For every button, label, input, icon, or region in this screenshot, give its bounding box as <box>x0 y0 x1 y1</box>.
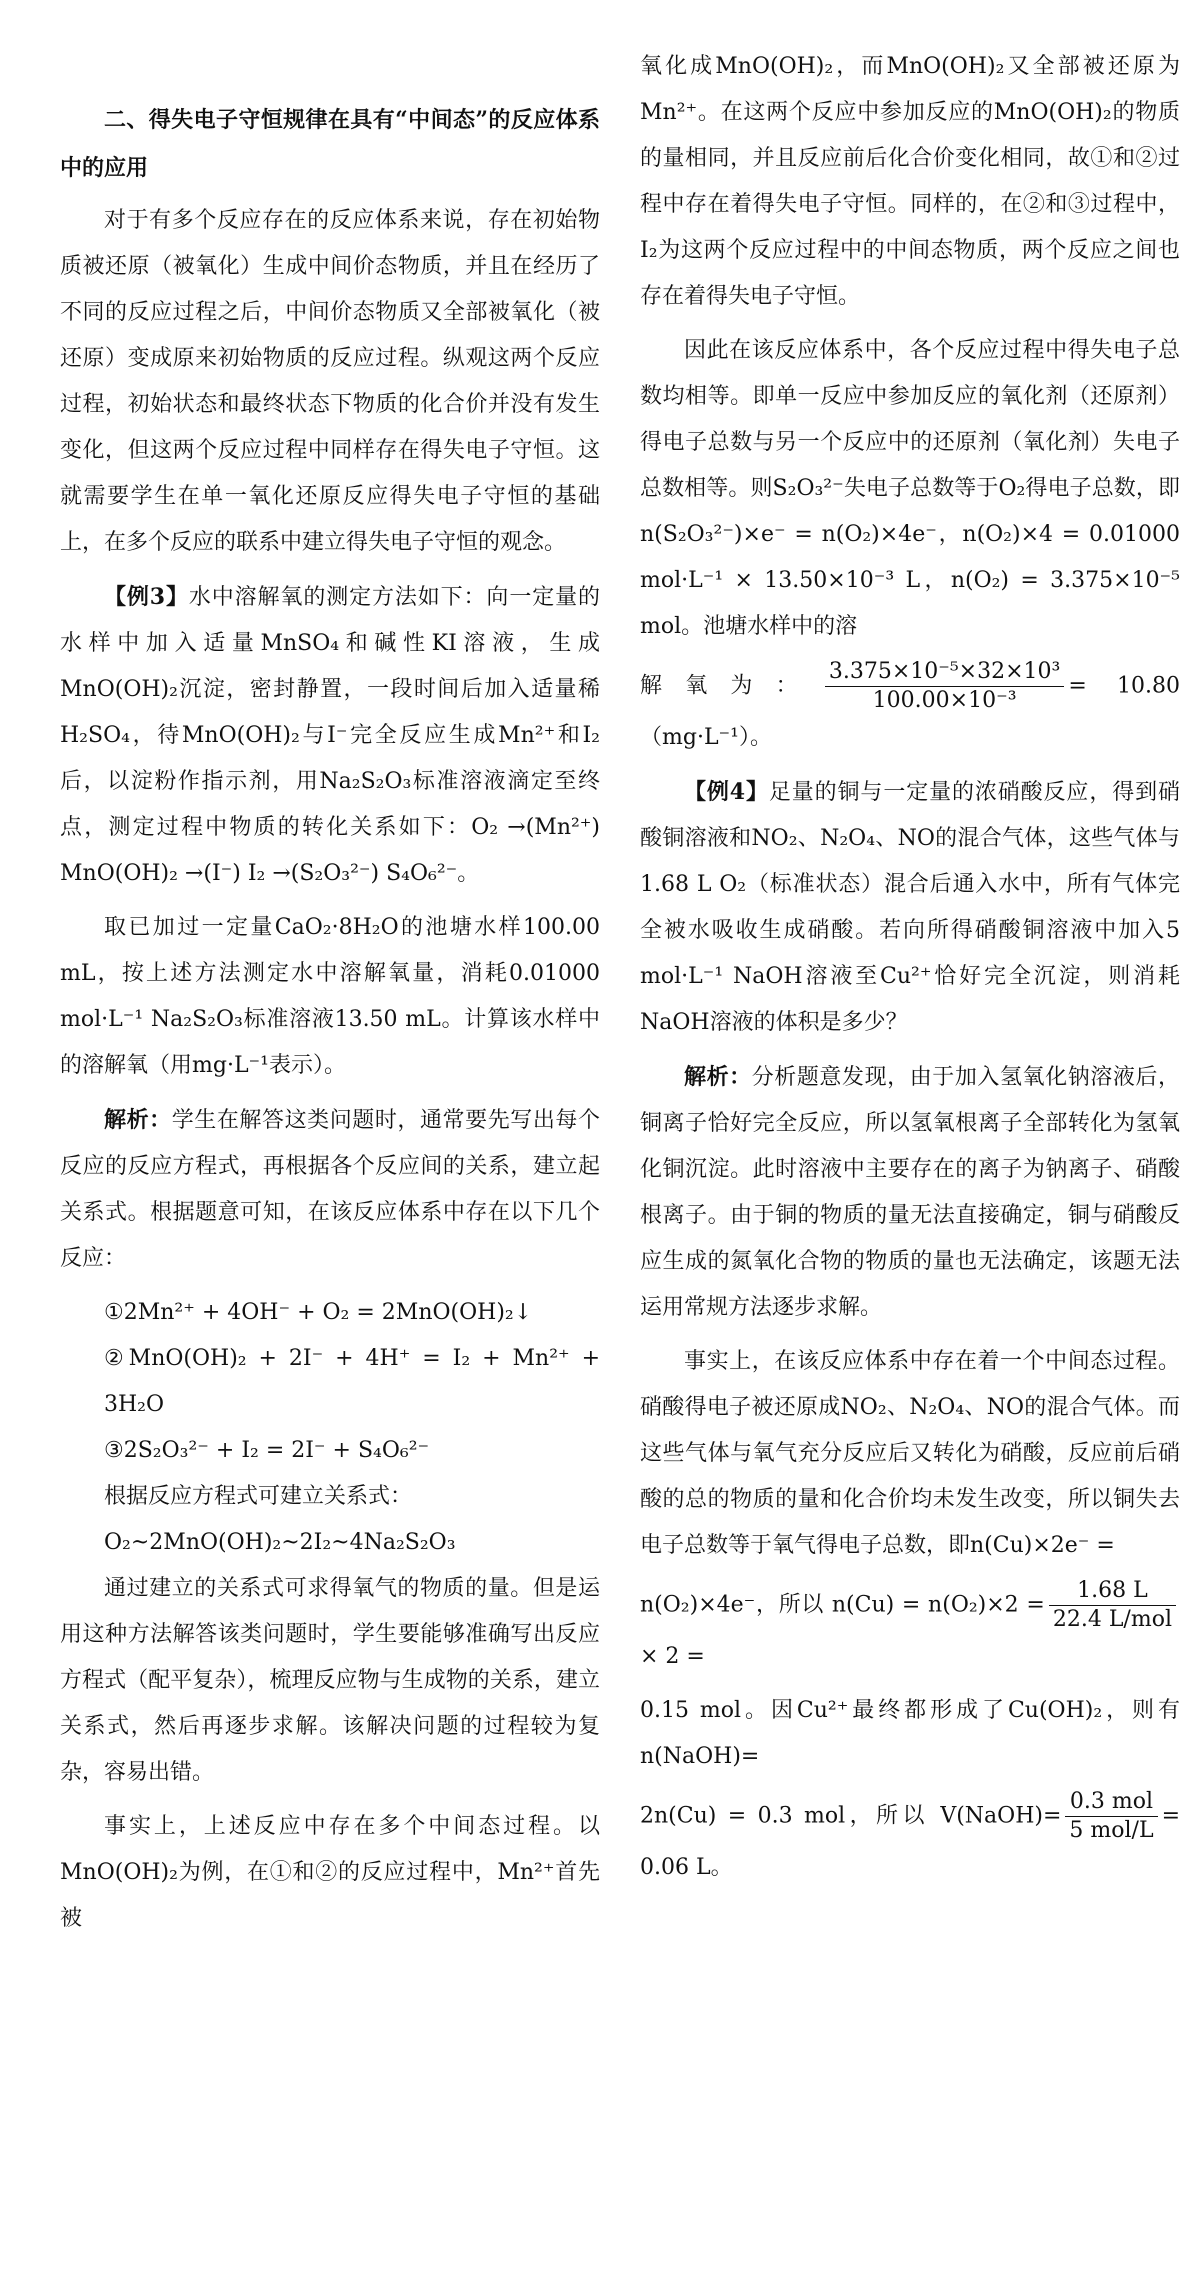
do-fraction <box>825 658 1065 715</box>
volume-line <box>640 1788 1180 1891</box>
analysis-4-text: 分析题意发现，由于加入氢氧化钠溶液后，铜离子恰好完全反应，所以氢氧根离子全部转化为氢氧化铜沉淀。此时溶液中主要存在的离子为钠离子、硝酸根离子。由于铜的物质的量无法直接确定，铜与硝酸反应生成的氮氧化合物的物质的量也无法确定，该题无法运用常规方法逐步求解。 <box>640 1065 1180 1320</box>
v-prefix: 2n(Cu) = 0.3 mol，所以 V(NaOH)= <box>640 1803 1062 1829</box>
cu-prefix: n(O₂)×4e⁻，所以 n(Cu) = n(O₂)×2 = <box>640 1592 1045 1618</box>
v-denominator: 5 mol/L <box>1069 1818 1154 1843</box>
cu-suffix: × 2 = <box>640 1644 705 1669</box>
do-result: = 10.80（mg·L⁻¹）。 <box>640 673 1180 750</box>
v-result: = 0.06 L。 <box>640 1803 1180 1880</box>
dissolved-oxygen-line <box>640 658 1180 761</box>
analysis-3-label: 解析： <box>104 1107 172 1133</box>
example-3-text: 水中溶解氧的测定方法如下：向一定量的水样中加入适量MnSO₄和碱性KI溶液，生成MnO(OH)₂沉淀，密封静置，一段时间后加入适量稀H₂SO₄，待MnO(OH)₂与I⁻完全反应生成Mn²⁺和I₂后，以淀粉作指示剂，用Na₂S₂O₃标准溶液滴定至终点，测定过程中物质的转化关系如下：O₂ →(Mn²⁺) MnO(OH)₂ →(I⁻) I₂ →(S₂O₃²⁻) S₄O₆²⁻。 <box>60 585 600 886</box>
paragraph-intro: 对于有多个反应存在的反应体系来说，存在初始物质被还原（被氧化）生成中间价态物质，并且在经历了不同的反应过程之后，中间价态物质又全部被氧化（被还原）变成原来初始物质的反应过程。纵观这两个反应过程，初始状态和最终状态下物质的化合价并没有发生变化，但这两个反应过程中同样存在得失电子守恒。这就需要学生在单一氧化还原反应得失电子守恒的基础上，在多个反应的联系中建立得失电子守恒的观念。 <box>60 208 600 555</box>
example-4-label: 【例4】 <box>684 779 769 805</box>
right-column <box>640 44 1180 1899</box>
section-heading: 二、得失电子守恒规律在具有“中间态”的反应体系中的应用 <box>60 107 600 181</box>
do-prefix: 解氧为： <box>640 673 821 699</box>
equations <box>104 1290 600 1566</box>
paragraph-method: 通过建立的关系式可求得氧气的物质的量。但是运用这种方法解答该类问题时，学生要能够准确写出反应方程式（配平复杂），梳理反应物与生成物的关系，建立关系式，然后再逐步求解。该解决问题的过程较为复杂，容易出错。 <box>60 1576 600 1785</box>
example-3-question: 取已加过一定量CaO₂·8H₂O的池塘水样100.00 mL，按上述方法测定水中溶解氧量，消耗0.01000 mol·L⁻¹ Na₂S₂O₃标准溶液13.50 mL。计算该水样中的溶解氧（用mg·L⁻¹表示）。 <box>60 915 600 1078</box>
analysis-3 <box>60 1097 600 1282</box>
relation-formula: O₂~2MnO(OH)₂~2I₂~4Na₂S₂O₃ <box>104 1530 456 1555</box>
cu-fraction <box>1049 1577 1176 1634</box>
example-4 <box>640 769 1180 1046</box>
example-3 <box>60 574 600 897</box>
equation-3: ③2S₂O₃²⁻ + I₂ = 2I⁻ + S₄O₆²⁻ <box>104 1438 430 1463</box>
analysis-4-label: 解析： <box>684 1064 752 1090</box>
paragraph-therefore: 因此在该反应体系中，各个反应过程中得失电子总数均相等。即单一反应中参加反应的氧化剂（还原剂）得电子总数与另一个反应中的还原剂（氧化剂）失电子总数相等。则S₂O₃²⁻失电子总数等于O₂得电子总数，即n(S₂O₃²⁻)×e⁻ = n(O₂)×4e⁻，n(O₂)×4 = 0.01000 mol·L⁻¹ × 13.50×10⁻³ L，n(O₂) = 3.375×10⁻⁵ mol。池塘水样中的溶 <box>640 338 1180 639</box>
equation-2: ②MnO(OH)₂ + 2I⁻ + 4H⁺ = I₂ + Mn²⁺ + 3H₂O <box>104 1346 600 1417</box>
cu-denominator: 22.4 L/mol <box>1052 1607 1172 1632</box>
analysis-4 <box>640 1054 1180 1331</box>
equation-1: ①2Mn²⁺ + 4OH⁻ + O₂ = 2MnO(OH)₂↓ <box>104 1300 533 1325</box>
copper-line <box>640 1577 1180 1680</box>
paragraph-fact-start: 事实上，上述反应中存在多个中间态过程。以MnO(OH)₂为例，在①和②的反应过程中，Mn²⁺首先被 <box>60 1814 600 1931</box>
relation-intro: 根据反应方程式可建立关系式： <box>104 1484 413 1509</box>
analysis-3-text: 学生在解答这类问题时，通常要先写出每个反应的反应方程式，再根据各个反应间的关系，建立起关系式。根据题意可知，在该反应体系中存在以下几个反应： <box>60 1108 600 1271</box>
do-numerator: 3.375×10⁻⁵×32×10³ <box>825 658 1065 687</box>
paragraph-fact: 事实上，在该反应体系中存在着一个中间态过程。硝酸得电子被还原成NO₂、N₂O₄、NO的混合气体。而这些气体与氧气充分反应后又转化为硝酸，反应前后硝酸的总的物质的量和化合价均未发生改变，所以铜失去电子总数等于氧气得电子总数，即n(Cu)×2e⁻ = <box>640 1349 1180 1558</box>
v-numerator: 0.3 mol <box>1065 1788 1157 1817</box>
paragraph-continued: 氧化成MnO(OH)₂，而MnO(OH)₂又全部被还原为Mn²⁺。在这两个反应中参加反应的MnO(OH)₂的物质的量相同，并且反应前后化合价变化相同，故①和②过程中存在着得失电子守恒。同样的，在②和③过程中，I₂为这两个反应过程中的中间态物质，两个反应之间也存在着得失电子守恒。 <box>640 54 1180 309</box>
v-fraction <box>1065 1788 1157 1845</box>
example-4-text: 足量的铜与一定量的浓硝酸反应，得到硝酸铜溶液和NO₂、N₂O₄、NO的混合气体，这些气体与1.68 L O₂（标准状态）混合后通入水中，所有气体完全被水吸收生成硝酸。若向所得硝酸铜溶液中加入5 mol·L⁻¹ NaOH溶液至Cu²⁺恰好完全沉淀，则消耗NaOH溶液的体积是多少？ <box>640 780 1180 1035</box>
do-denominator: 100.00×10⁻³ <box>872 688 1017 713</box>
left-column <box>60 96 600 1950</box>
cu-numerator: 1.68 L <box>1049 1577 1176 1606</box>
copper-hydroxide-line: 0.15 mol。因Cu²⁺最终都形成了Cu(OH)₂，则有n(NaOH)= <box>640 1698 1180 1769</box>
example-3-label: 【例3】 <box>104 584 189 610</box>
